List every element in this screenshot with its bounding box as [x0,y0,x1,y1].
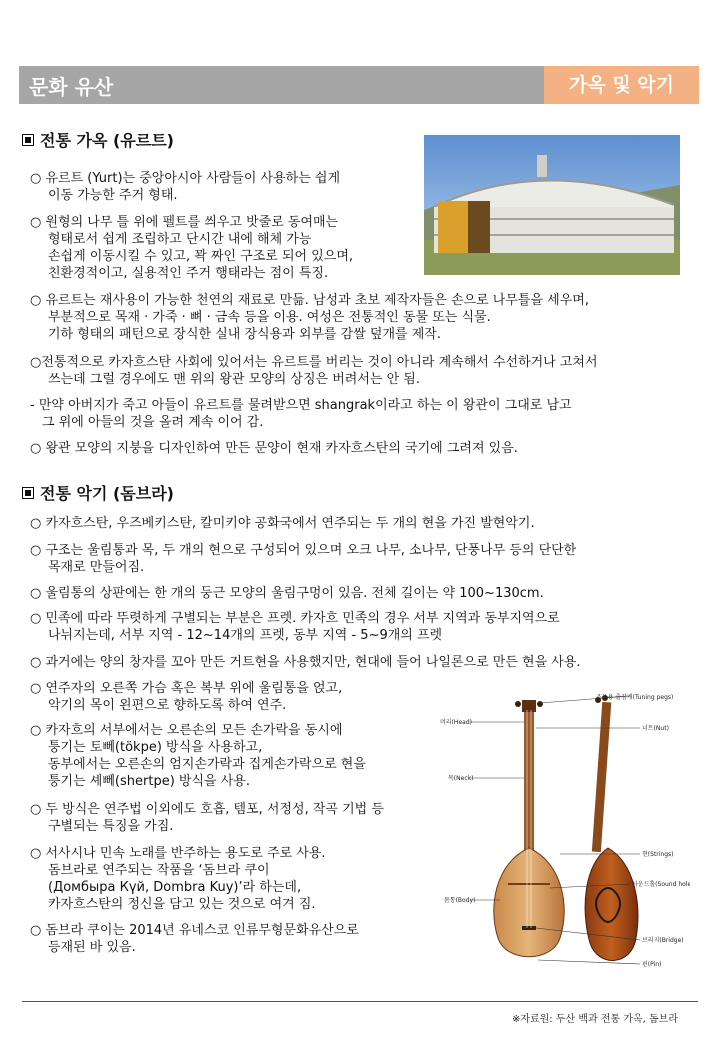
dombra-item-2: ○ 구조는 울림통과 목, 두 개의 현으로 구성되어 있으며 오크 나무, 소나무, 단풍나무 등의 단단한 목재로 만들어짐. [30,543,577,575]
label-tuning-pegs: 조율용 줄감개(Tuning pegs) [596,694,674,701]
dombra-diagram [440,688,690,973]
label-pin: 핀(Pin) [642,961,662,968]
page-header [19,66,699,104]
dombra-item-3: ○ 울림통의 상판에는 한 개의 둥근 모양의 울림구멍이 있음. 전체 길이는 약 100~130cm. [30,586,544,601]
yurt-photo [424,135,680,275]
yurt-item-5: - 만약 아버지가 죽고 아들이 유르트를 물려받으면 shangrak이라고 하는 이 왕관이 그대로 남고 그 위에 아들의 것을 올려 계속 이어 감. [30,398,572,430]
yurt-item-1: ○ 유르트 (Yurt)는 중앙아시아 사람들이 사용하는 쉽게 이동 가능한 주거 형태. [30,171,341,203]
header-tag: 가옥 및 악기 [544,66,699,104]
dombra-item-7: ○ 카자흐의 서부에서는 오른손의 모든 손가락을 동시에 퉁기는 토뻬(tökpe) 방식을 사용하고, 동부에서는 오른손의 엄지손가락과 집게손가락으로 현을 퉁기는 셰뻬(shertpe) 방식을 사용. [30,723,366,789]
label-head: 머리(Head) [440,719,472,726]
dombra-item-5: ○ 과거에는 양의 창자를 꼬아 만든 거트현을 사용했지만, 현대에 들어 나일론으로 만든 현을 사용. [30,655,581,670]
label-body: 몸통(Body) [444,897,476,904]
dombra-item-9: ○ 서사시나 민속 노래를 반주하는 용도로 주로 사용. 돔브라로 연주되는 작품을 ‘돔브라 쿠이 (Домбыра Күй, Dombra Kuy)’라 하는데, 카자흐스탄의 정신을 담고 있는 것으로 여겨 짐. [30,846,326,912]
label-nut: 너트(Nut) [642,725,669,732]
label-sound-hole: 사운드홀(Sound hole) [632,881,690,888]
label-neck: 목(Neck) [448,775,474,782]
yurt-item-2: ○ 원형의 나무 틀 위에 펠트를 씌우고 밧줄로 동여매는 형태로서 쉽게 조립하고 단시간 내에 해체 가능 손쉽게 이동시킬 수 있고, 꽉 짜인 구조로 되어 있으며, 친환경적이고, 실용적인 주거 행태라는 점이 특징. [30,215,354,281]
yurt-item-3: ○ 유르트는 재사용이 가능한 천연의 재료로 만듦. 남성과 초보 제작자들은 손으로 나무틀을 세우며, 부분적으로 목재 · 가죽 · 뼈 · 금속 등을 이용. 여성은 전통적인 동물 또는 식물. 기하 형태의 패턴으로 장식한 실내 장식용과 외부를 감쌀 덮개를 제작. [30,293,589,342]
header-title: 문화 유산 [29,75,114,99]
dombra-item-6: ○ 연주자의 오른쪽 가슴 혹은 복부 위에 울림통을 얹고, 악기의 목이 왼편으로 향하도록 하여 연주. [30,681,343,713]
dombra-item-10: ○ 돔브라 쿠이는 2014년 유네스코 인류무형문화유산으로 등재된 바 있음. [30,923,359,955]
yurt-item-6: ○ 왕관 모양의 지붕을 디자인하여 만든 문양이 현재 카자흐스탄의 국기에 그려져 있음. [30,441,518,456]
yurt-item-4: ○전통적으로 카자흐스탄 사회에 있어서는 유르트를 버리는 것이 아니라 계속해서 수선하거나 고쳐서 쓰는데 그럴 경우에도 맨 위의 왕관 모양의 상징은 버려서는 안 됨. [30,355,598,387]
label-bridge: 브리지(Bridge) [642,937,684,944]
label-strings: 현(Strings) [642,851,674,858]
dombra-item-4: ○ 민족에 따라 뚜렷하게 구별되는 부분은 프렛. 카자흐 민족의 경우 서부 지역과 동부지역으로 나뉘지는데, 서부 지역 - 12~14개의 프렛, 동부 지역 - 5~9개의 프렛 [30,611,560,643]
section-title-dombra: 전통 악기 (돔브라) [22,481,174,504]
source-note: ※자료원: 두산 백과 전통 가옥, 돔브라 [511,1014,678,1025]
square-bullet-icon [22,487,34,499]
dombra-item-1: ○ 카자흐스탄, 우즈베키스탄, 칼미키야 공화국에서 연주되는 두 개의 현을 가진 발현악기. [30,516,535,531]
section-title-yurt: 전통 가옥 (유르트) [22,128,174,151]
square-bullet-icon [22,134,34,146]
footer-divider [22,1001,698,1002]
dombra-item-8: ○ 두 방식은 연주법 이외에도 호흡, 템포, 서정성, 작곡 기법 등 구별되는 특징을 가짐. [30,802,384,834]
